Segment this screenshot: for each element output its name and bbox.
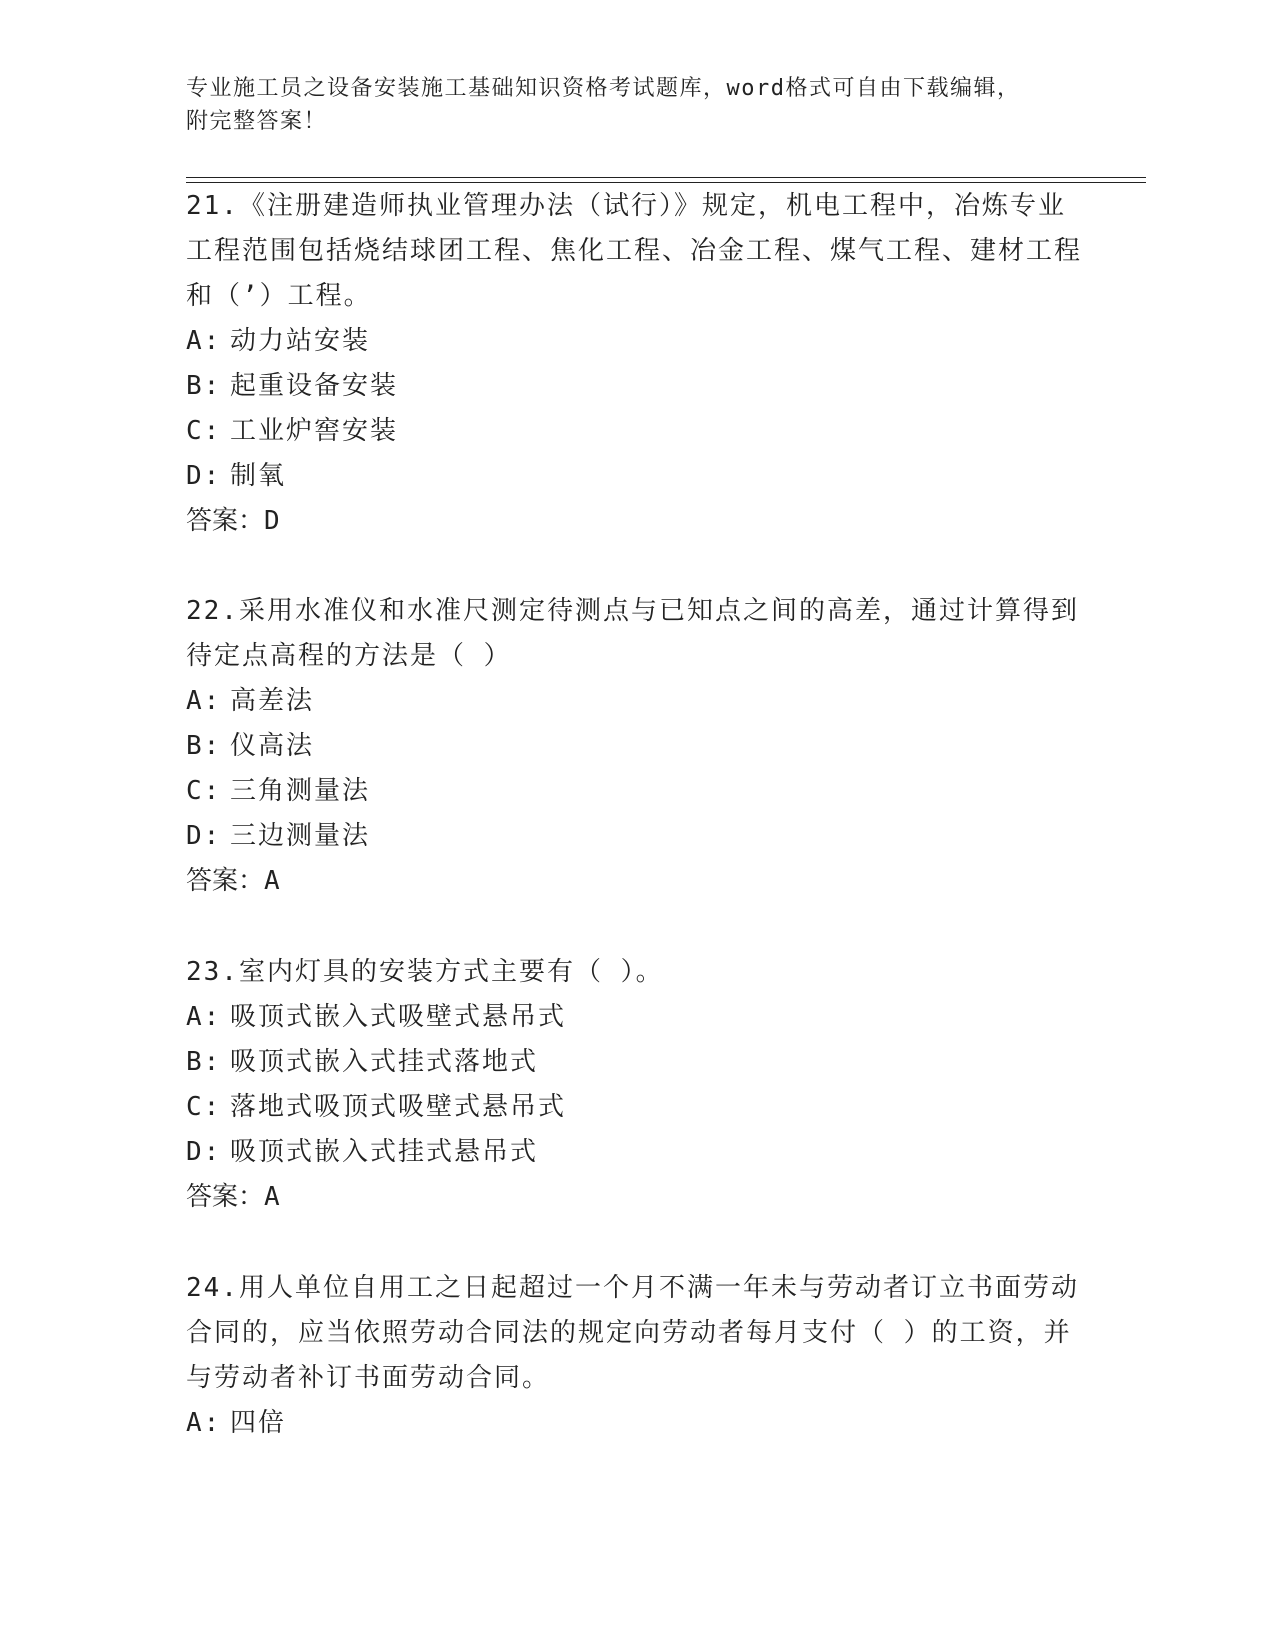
question-text: 24.用人单位自用工之日起超过一个月不满一年未与劳动者订立书面劳动合同的，应当依照劳动合同法的规定向劳动者每月支付（ ）的工资，并与劳动者补订书面劳动合同。 — [186, 1273, 1079, 1393]
option-b — [186, 1040, 1086, 1085]
option-c — [186, 1085, 1086, 1130]
question-text: 22.采用水准仪和水准尺测定待测点与已知点之间的高差，通过计算得到待定点高程的方法是（ ） — [186, 596, 1079, 671]
option-text: 吸顶式嵌入式挂式落地式 — [230, 1047, 539, 1077]
option-letter: C: — [186, 416, 222, 446]
option-text: 动力站安装 — [230, 326, 371, 356]
answer-label: 答案： — [186, 506, 265, 536]
question-22 — [186, 589, 1086, 904]
option-d — [186, 814, 1086, 859]
option-text: 三边测量法 — [230, 821, 371, 851]
question-text: 21.《注册建造师执业管理办法（试行）》规定，机电工程中，冶炼专业工程范围包括烧结球团工程、焦化工程、冶金工程、煤气工程、建材工程和（’）工程。 — [186, 191, 1083, 311]
answer-value: D — [264, 506, 280, 536]
option-letter: B: — [186, 731, 222, 761]
answer-line — [186, 499, 1086, 544]
option-d — [186, 1130, 1086, 1175]
option-letter: D: — [186, 821, 222, 851]
answer-value: A — [264, 866, 280, 896]
header-line-1: 专业施工员之设备安装施工基础知识资格考试题库，word格式可自由下载编辑， — [186, 76, 1021, 101]
option-text: 吸顶式嵌入式吸壁式悬吊式 — [230, 1002, 567, 1032]
option-text: 落地式吸顶式吸壁式悬吊式 — [230, 1092, 567, 1122]
option-letter: B: — [186, 371, 222, 401]
option-b — [186, 364, 1086, 409]
option-a — [186, 995, 1086, 1040]
document-header — [186, 72, 1086, 138]
option-letter: A: — [186, 1002, 222, 1032]
answer-value: A — [264, 1182, 280, 1212]
option-b — [186, 724, 1086, 769]
option-text: 四倍 — [230, 1408, 287, 1438]
option-text: 仪高法 — [230, 731, 315, 761]
option-letter: A: — [186, 686, 222, 716]
question-text: 23.室内灯具的安装方式主要有（ ）。 — [186, 957, 664, 987]
option-a — [186, 319, 1086, 364]
answer-line — [186, 1175, 1086, 1220]
option-letter: A: — [186, 1408, 222, 1438]
header-divider-bottom — [186, 182, 1146, 183]
option-a — [186, 1401, 1086, 1446]
option-text: 起重设备安装 — [230, 371, 399, 401]
question-24 — [186, 1266, 1086, 1446]
question-21 — [186, 184, 1086, 544]
option-text: 工业炉窖安装 — [230, 416, 399, 446]
option-letter: C: — [186, 1092, 222, 1122]
answer-label: 答案： — [186, 1182, 265, 1212]
option-c — [186, 409, 1086, 454]
option-letter: D: — [186, 461, 222, 491]
header-divider-top — [186, 177, 1146, 178]
option-text: 三角测量法 — [230, 776, 371, 806]
option-text: 高差法 — [230, 686, 315, 716]
option-c — [186, 769, 1086, 814]
answer-line — [186, 859, 1086, 904]
option-a — [186, 679, 1086, 724]
option-text: 制氧 — [230, 461, 287, 491]
header-line-2: 附完整答案！ — [186, 109, 328, 134]
option-letter: D: — [186, 1137, 222, 1167]
option-letter: A: — [186, 326, 222, 356]
answer-label: 答案： — [186, 866, 265, 896]
option-letter: B: — [186, 1047, 222, 1077]
option-letter: C: — [186, 776, 222, 806]
option-d — [186, 454, 1086, 499]
option-text: 吸顶式嵌入式挂式悬吊式 — [230, 1137, 539, 1167]
question-23 — [186, 950, 1086, 1220]
